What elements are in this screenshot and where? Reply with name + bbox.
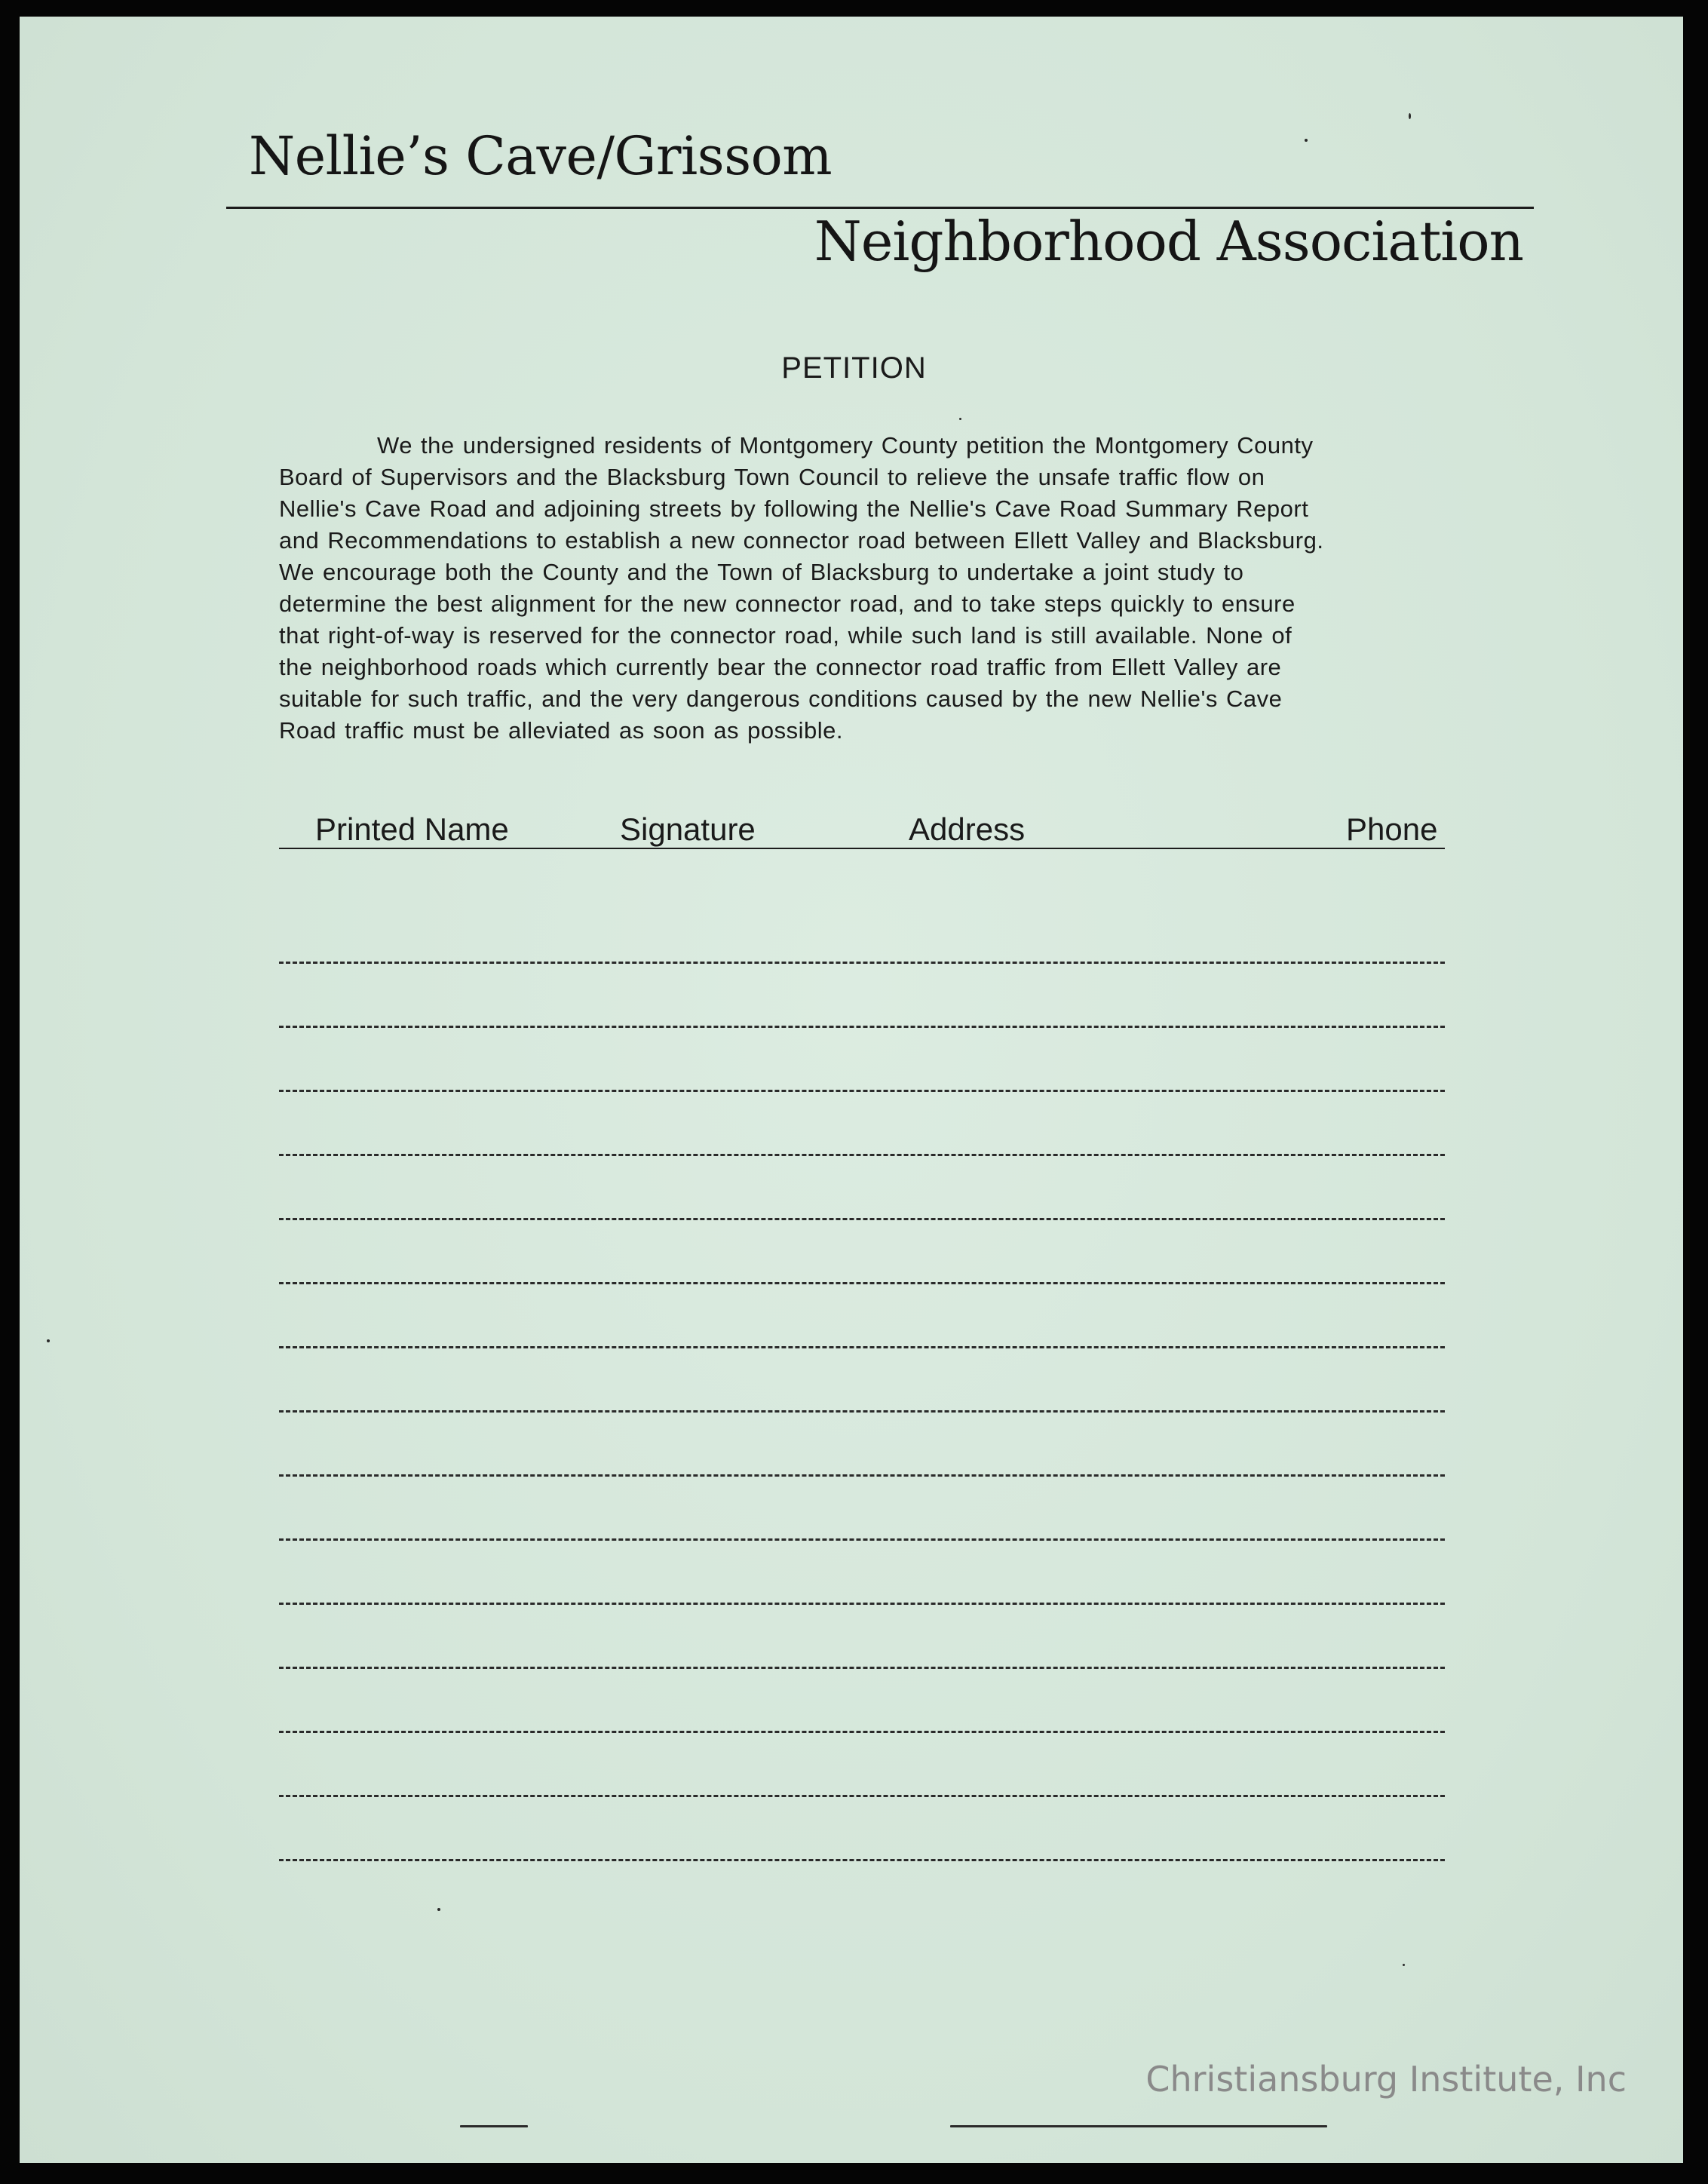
signature-line[interactable] [279,1538,1445,1541]
paper-mark [460,2125,528,2127]
paper-speck [1305,139,1308,142]
signature-line[interactable] [279,1859,1445,1861]
signature-line[interactable] [279,1410,1445,1413]
signature-line[interactable] [279,1282,1445,1284]
column-header-phone: Phone [1346,811,1438,847]
petition-title: PETITION [781,351,927,385]
paper-speck [437,1908,440,1911]
petition-text-line: Road traffic must be alleviated as soon as possible. [279,717,843,744]
association-name-line-1: Nellie’s Cave/Grissom [249,125,833,187]
signature-line[interactable] [279,1218,1445,1220]
petition-text-line: We encourage both the County and the Town of Blacksburg to undertake a joint study to [279,559,1244,585]
header-rule [226,207,1534,209]
petition-text [279,430,1455,747]
column-header-printed-name: Printed Name [315,811,509,847]
column-header-rule [279,848,1445,849]
signature-line[interactable] [279,1026,1445,1028]
signature-line[interactable] [279,1090,1445,1092]
petition-text-line: We the undersigned residents of Montgomery County petition the Montgomery County [377,432,1314,459]
signature-line[interactable] [279,1795,1445,1797]
signature-line[interactable] [279,1474,1445,1477]
petition-text-line: and Recommendations to establish a new connector road between Ellett Valley and Blacksburg. [279,527,1324,554]
paper-speck [959,418,961,420]
petition-text-line: determine the best alignment for the new connector road, and to take steps quickly to ensure [279,590,1296,617]
paper-speck [1403,1964,1405,1966]
paper-mark [950,2125,1327,2127]
petition-text-line: Nellie's Cave Road and adjoining streets by following the Nellie's Cave Road Summary Report [279,495,1309,522]
association-name-line-2-wrap [769,210,1523,273]
signature-line[interactable] [279,1731,1445,1733]
petition-text-line: that right-of-way is reserved for the connector road, while such land is still available. None of [279,622,1292,649]
petition-text-line: suitable for such traffic, and the very dangerous conditions caused by the new Nellie's Cave [279,686,1283,712]
column-header-signature: Signature [620,811,756,847]
watermark: Christiansburg Institute, Inc [1145,2059,1627,2100]
petition-text-line: Board of Supervisors and the Blacksburg Town Council to relieve the unsafe traffic flow on [279,464,1265,490]
association-name-line-2: Neighborhood Association [814,210,1523,273]
signature-line[interactable] [279,962,1445,964]
signature-line[interactable] [279,1667,1445,1669]
column-header-address: Address [909,811,1026,847]
paper-speck [47,1339,50,1342]
signature-line[interactable] [279,1346,1445,1348]
paper-speck [1409,113,1411,119]
signature-line[interactable] [279,1154,1445,1156]
petition-text-line: the neighborhood roads which currently bear the connector road traffic from Ellett Valley are [279,654,1282,680]
signature-line[interactable] [279,1603,1445,1605]
